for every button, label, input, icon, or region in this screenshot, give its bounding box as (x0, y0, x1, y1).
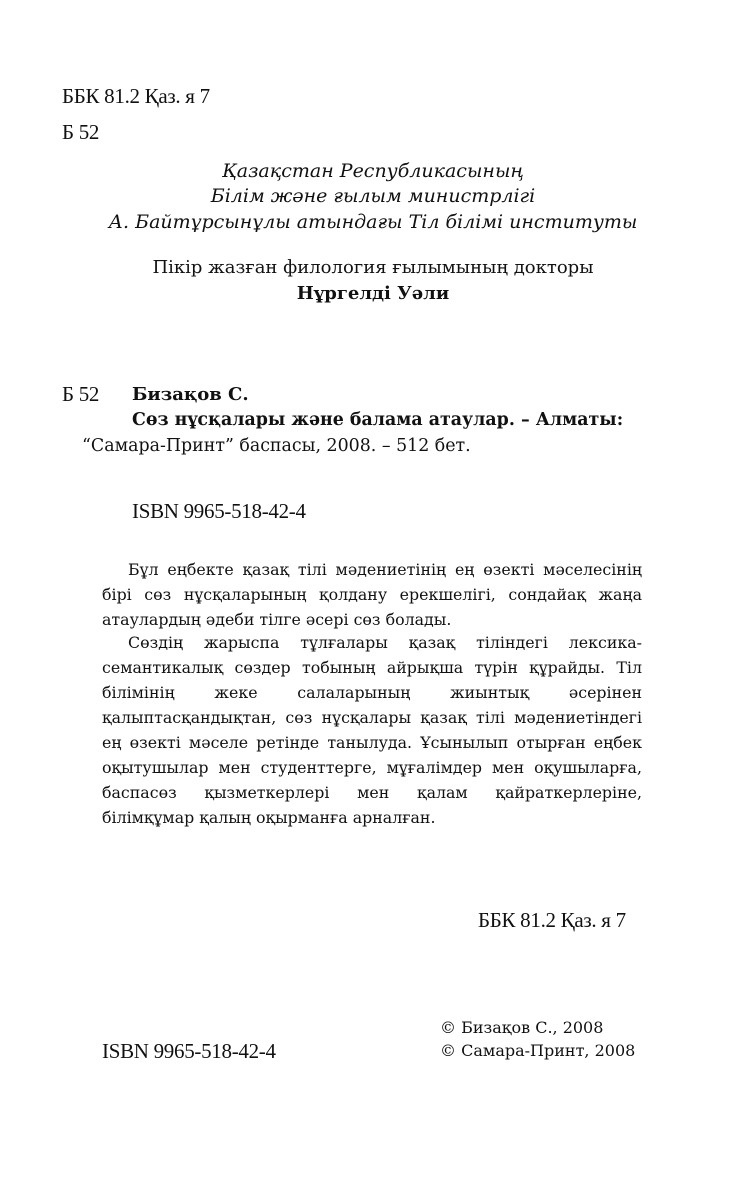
annotation-paragraph-2: Сөздің жарыспа тұлғалары қазақ тіліндегі лексика-семантикалық сөздер тобының айрықша түрін құрайды. Тіл білімінің жеке салаларының жиынтық әсерінен қалыптасқандықтан, сөз нұсқалары қазақ тілі мәдениетіндегі ең өзекті мәселе ретінде танылуда. Ұсынылып отырған еңбек оқытушылар мен студенттерге, мұғалімдер мен оқушыларға, баспасөз қызметкерлері мен қалам қайраткерлеріне, білімқұмар қалың оқырманға арналған. (102, 633, 642, 827)
bibliography-publisher: “Самара-Принт” баспасы, 2008. – 512 бет. (82, 436, 471, 456)
institution-line-2: Білім және ғылым министрлігі (210, 185, 536, 207)
isbn-bottom: ISBN 9965-518-42-4 (102, 1039, 276, 1063)
institution-line-1: Қазақстан Республикасының (222, 160, 524, 182)
isbn-top: ISBN 9965-518-42-4 (132, 499, 306, 523)
author-mark-top: Б 52 (62, 120, 100, 144)
copyright-publisher: © Самара-Принт, 2008 (440, 1041, 636, 1060)
reviewer-name: Нұргелді Уәли (296, 283, 450, 304)
bibliography-author: Бизақов С. (132, 384, 249, 405)
institution-line-3: А. Байтұрсынұлы атындағы Тіл білімі институты (108, 211, 638, 233)
annotation-paragraph-1: Бұл еңбекте қазақ тілі мәдениетінің ең өзекті мәселесінің бірі сөз нұсқаларының қолдану ерекшелігі, сондайақ жаңа атаулардың әдеби тілге әсері сөз болады. (102, 560, 642, 629)
bbk-code-top: ББК 81.2 Қаз. я 7 (62, 84, 210, 108)
reviewer-label: Пікір жазған филология ғылымының докторы (152, 257, 594, 278)
copyright-author: © Бизақов С., 2008 (440, 1018, 604, 1037)
bbk-code-bottom: ББК 81.2 Қаз. я 7 (478, 908, 626, 932)
bibliography-title: Сөз нұсқалары және балама атаулар. – Алматы: (132, 410, 624, 430)
bibliography-mark: Б 52 (62, 382, 100, 406)
